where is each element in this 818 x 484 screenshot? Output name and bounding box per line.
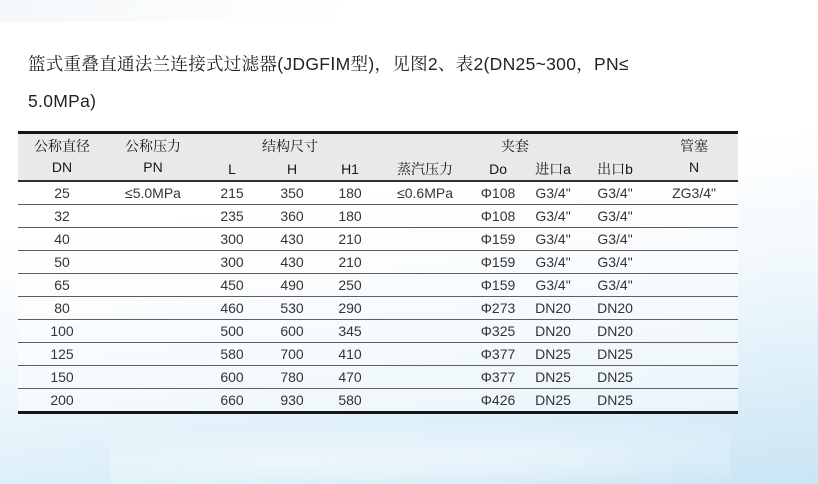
cell-plug-n <box>650 205 738 228</box>
cell-dn: 200 <box>50 392 74 408</box>
table-row <box>18 181 738 205</box>
cell-inlet-a: G3/4" <box>526 228 580 251</box>
cell-dn: 150 <box>18 366 106 389</box>
cell-inlet-a: DN20 <box>526 297 580 320</box>
table-header <box>18 133 738 182</box>
cell-h1: 210 <box>320 228 380 251</box>
col-header-h: H <box>264 157 320 181</box>
cell-h1: 180 <box>320 181 380 205</box>
cell-h1: 180 <box>320 205 380 228</box>
cell-steam-pressure <box>380 251 470 274</box>
title-line-1: 篮式重叠直通法兰连接式过滤器(JDGFⅠM型)，见图2、表2(DN25~300，PN≤ <box>28 54 629 74</box>
cell-h: 350 <box>264 181 320 205</box>
cell-h: 700 <box>264 343 320 366</box>
cell-inlet-a: G3/4" <box>526 181 580 205</box>
table-body <box>18 181 738 413</box>
cell-h1: 250 <box>320 274 380 297</box>
cell-outlet-b: G3/4" <box>580 274 650 297</box>
cell-h: 530 <box>264 297 320 320</box>
cell-dn: 125 <box>18 343 106 366</box>
table-row <box>18 297 738 320</box>
cell-outlet-b: G3/4" <box>580 181 650 205</box>
title-line-2: 5.0MPa) <box>28 91 97 111</box>
cell-do: Φ377 <box>470 366 526 389</box>
cell-do: Φ159 <box>470 228 526 251</box>
cell-do: Φ108 <box>470 181 526 205</box>
cell-plug-n <box>650 366 738 389</box>
cell-outlet-b: DN25 <box>580 343 650 366</box>
col-header-outlet-b: 出口b <box>580 157 650 181</box>
cell-l: 450 <box>200 274 264 297</box>
cell-l: 300 <box>200 251 264 274</box>
cell-h: 930 <box>280 392 304 408</box>
cell-steam-pressure <box>380 366 470 389</box>
cell-dn: 80 <box>18 297 106 320</box>
cell-outlet-b: G3/4" <box>580 228 650 251</box>
cell-dn: 40 <box>18 228 106 251</box>
col-header-dn-code: DN <box>51 159 73 175</box>
cell-l: 660 <box>220 392 244 408</box>
cell-dn: 100 <box>18 320 106 343</box>
cell-plug-n <box>650 320 738 343</box>
header-row-groups <box>18 133 738 158</box>
cell-h: 360 <box>264 205 320 228</box>
table-row <box>18 366 738 389</box>
cell-inlet-a: G3/4" <box>526 205 580 228</box>
cell-outlet-b: DN25 <box>597 392 633 408</box>
table-row <box>18 228 738 251</box>
col-header-dn-cn: 公称直径 <box>34 138 90 154</box>
cell-dn: 32 <box>18 205 106 228</box>
cell-do: Φ108 <box>470 205 526 228</box>
col-header-plug <box>650 133 738 182</box>
cell-h1: 345 <box>320 320 380 343</box>
cell-h: 430 <box>264 228 320 251</box>
cell-inlet-a: DN25 <box>526 366 580 389</box>
table-row <box>18 205 738 228</box>
cell-outlet-b: DN20 <box>580 320 650 343</box>
cell-h: 490 <box>264 274 320 297</box>
cell-pn <box>106 366 200 389</box>
col-header-do: Do <box>470 157 526 181</box>
cell-do: Φ159 <box>470 251 526 274</box>
cell-h: 780 <box>264 366 320 389</box>
cell-pn <box>106 320 200 343</box>
cell-steam-pressure <box>380 297 470 320</box>
cell-l: 235 <box>200 205 264 228</box>
cell-dn: 50 <box>18 251 106 274</box>
table-row <box>18 343 738 366</box>
cell-plug-n <box>650 274 738 297</box>
cell-inlet-a: G3/4" <box>526 251 580 274</box>
col-header-steam-pressure: 蒸汽压力 <box>380 157 470 181</box>
spec-table <box>18 131 738 414</box>
col-header-plug-cn: 管塞 <box>680 138 709 154</box>
cell-do: Φ325 <box>470 320 526 343</box>
cell-do: Φ377 <box>470 343 526 366</box>
cell-l: 215 <box>200 181 264 205</box>
table-row <box>18 274 738 297</box>
cell-pn <box>106 251 200 274</box>
table-row <box>18 251 738 274</box>
cell-inlet-a: DN20 <box>526 320 580 343</box>
cell-h1: 210 <box>320 251 380 274</box>
col-header-inlet-a: 进口a <box>526 157 580 181</box>
cell-dn: 25 <box>18 181 106 205</box>
cell-steam-pressure <box>380 274 470 297</box>
col-header-dn <box>18 133 106 182</box>
col-header-plug-code: N <box>688 159 700 175</box>
cell-pn: ≤5.0MPa <box>106 181 200 205</box>
cell-l: 300 <box>200 228 264 251</box>
cell-outlet-b: G3/4" <box>580 251 650 274</box>
cell-h1: 580 <box>338 392 362 408</box>
cell-outlet-b: DN25 <box>580 366 650 389</box>
cell-h: 430 <box>264 251 320 274</box>
table-row <box>18 389 738 413</box>
cell-inlet-a: DN25 <box>535 392 571 408</box>
col-group-jacket: 夹套 <box>501 137 530 154</box>
cell-l: 500 <box>200 320 264 343</box>
cell-h1: 410 <box>320 343 380 366</box>
col-group-structure: 结构尺寸 <box>262 137 319 154</box>
cell-pn <box>106 343 200 366</box>
page-title <box>28 46 800 120</box>
cell-pn <box>106 297 200 320</box>
cell-plug-n: ZG3/4" <box>650 181 738 205</box>
cell-h1: 290 <box>320 297 380 320</box>
cell-outlet-b: DN20 <box>580 297 650 320</box>
cell-steam-pressure <box>380 343 470 366</box>
cell-h: 600 <box>264 320 320 343</box>
cell-h1: 470 <box>320 366 380 389</box>
cell-dn: 65 <box>18 274 106 297</box>
cell-do: Φ159 <box>470 274 526 297</box>
cell-steam-pressure: ≤0.6MPa <box>380 181 470 205</box>
cell-pn <box>106 389 200 413</box>
cell-plug-n <box>650 251 738 274</box>
cell-outlet-b: G3/4" <box>580 205 650 228</box>
cell-l: 600 <box>200 366 264 389</box>
cell-steam-pressure <box>380 205 470 228</box>
cell-plug-n <box>650 389 738 413</box>
cell-pn <box>106 274 200 297</box>
cell-do: Φ426 <box>480 392 516 408</box>
col-header-l: L <box>200 157 264 181</box>
cell-pn <box>106 205 200 228</box>
cell-pn <box>106 228 200 251</box>
col-header-pn-code: PN <box>143 159 163 175</box>
cell-plug-n <box>650 228 738 251</box>
cell-inlet-a: G3/4" <box>526 274 580 297</box>
cell-plug-n <box>650 343 738 366</box>
cell-do: Φ273 <box>470 297 526 320</box>
cell-steam-pressure <box>380 228 470 251</box>
cell-l: 460 <box>200 297 264 320</box>
cell-inlet-a: DN25 <box>526 343 580 366</box>
col-header-h1: H1 <box>320 157 380 181</box>
col-header-pn-cn: 公称压力 <box>125 138 181 154</box>
cell-l: 580 <box>200 343 264 366</box>
table-row <box>18 320 738 343</box>
col-header-pn <box>106 133 200 182</box>
cell-plug-n <box>650 297 738 320</box>
cell-steam-pressure <box>380 320 470 343</box>
cell-steam-pressure <box>380 389 470 413</box>
